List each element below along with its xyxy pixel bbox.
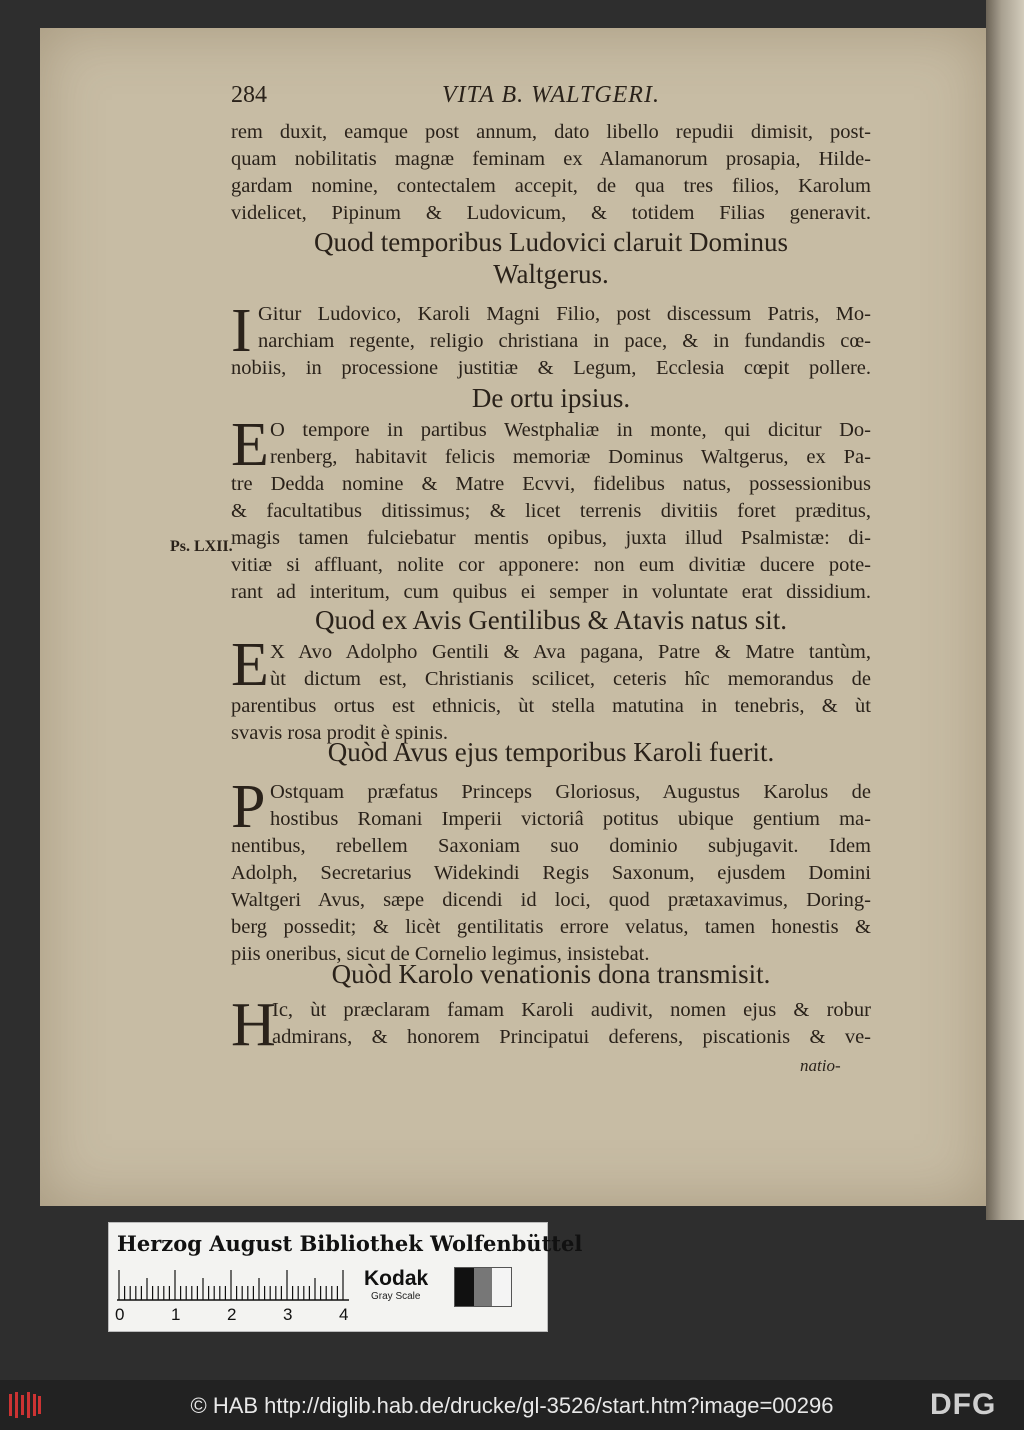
gray-patch xyxy=(492,1268,511,1306)
section-heading: De ortu ipsius. xyxy=(471,383,631,413)
text-line: admirans, & honorem Principatui deferens, piscationis & ve- xyxy=(272,1026,871,1048)
drop-cap: P xyxy=(231,773,266,841)
footer-bar xyxy=(0,1380,1024,1430)
drop-cap: E xyxy=(231,631,269,699)
source-link[interactable]: © HAB http://diglib.hab.de/drucke/gl-3526/start.htm?image=00296 xyxy=(190,1393,834,1418)
scale-digit: 1 xyxy=(171,1305,181,1324)
drop-cap: E xyxy=(231,411,269,479)
text-line: renberg, habitavit felicis memoriæ Dominus Waltgerus, ex Pa- xyxy=(270,446,871,468)
text-line: quam nobilitatis magnæ feminam ex Alamanorum prosapia, Hilde- xyxy=(231,148,871,170)
text-line: piis oneribus, sicut de Cornelio legimus, insistebat. xyxy=(231,943,650,965)
gray-patches xyxy=(454,1267,512,1307)
text-line: rem duxit, eamque post annum, dato libello repudii dimisit, post- xyxy=(231,121,871,143)
kodak-brand: Kodak xyxy=(364,1267,429,1290)
text-line: berg possedit; & licèt gentilitatis errore velatus, tamen honestis & xyxy=(231,916,871,938)
running-title: VITA B. WALTGERI. xyxy=(442,82,660,108)
text-line: videlicet, Pipinum & Ludovicum, & totidem Filias generavit. xyxy=(231,202,871,224)
section-heading: Quòd Avus ejus temporibus Karoli fuerit. xyxy=(327,737,775,767)
text-line: X Avo Adolpho Gentili & Ava pagana, Patre & Matre tantùm, xyxy=(270,641,871,663)
scale-digit: 0 xyxy=(115,1305,125,1324)
text-line: rant ad interitum, cum quibus ei semper in voluntate erat dissidium. xyxy=(231,581,871,603)
text-line: nentibus, rebellem Saxoniam suo dominio subjugavit. Idem xyxy=(231,835,871,857)
text-line: Ostquam præfatus Princeps Gloriosus, Augustus Karolus de xyxy=(270,781,871,803)
gray-patch xyxy=(455,1268,474,1306)
scale-digit: 3 xyxy=(283,1305,293,1324)
section-heading: Waltgerus. xyxy=(493,259,609,289)
color-reference-card xyxy=(108,1222,583,1332)
text-line: Waltgeri Avus, sæpe dicendi id loci, quod prætaxavimus, Doring- xyxy=(231,889,871,911)
section-heading: Quod ex Avis Gentilibus & Atavis natus sit. xyxy=(315,605,787,635)
library-label: Herzog August Bibliothek Wolfenbüttel xyxy=(117,1231,583,1256)
text-line: narchiam regente, religio christiana in pace, & in fundandis cœ- xyxy=(258,330,871,352)
text-line: hostibus Romani Imperii victoriâ potitus ubique gentium ma- xyxy=(270,808,871,830)
text-line: vitiæ si affluant, nolite cor apponere: non eum divitiæ ducere pote- xyxy=(231,554,871,576)
running-head xyxy=(231,82,871,112)
text-line: svavis rosa prodit è spinis. xyxy=(231,722,448,744)
grayscale-label: Gray Scale xyxy=(371,1291,421,1302)
text-line: gardam nomine, contectalem accepit, de qua tres filios, Karolum xyxy=(231,175,871,197)
text-line: Adolph, Secretarius Widekindi Regis Saxonum, ejusdem Domini xyxy=(231,862,871,884)
section-heading: Quod temporibus Ludovici claruit Dominus xyxy=(314,227,788,257)
gray-patch xyxy=(474,1268,493,1306)
next-page-edge xyxy=(986,0,1024,1220)
drop-cap: H xyxy=(231,991,276,1059)
text-line: Ic, ùt præclaram famam Karoli audivit, nomen ejus & robur xyxy=(272,999,871,1021)
text-line: nobiis, in processione justitiæ & Legum, Ecclesia cœpit pollere. xyxy=(231,357,871,379)
text-line: ùt dictum est, Christianis scilicet, ceteris hîc memorandus de xyxy=(270,668,871,690)
text-line: Gitur Ludovico, Karoli Magni Filio, post discessum Patris, Mo- xyxy=(258,303,871,325)
page-number: 284 xyxy=(231,82,267,108)
text-line: parentibus ortus est ethnicis, ùt stella matutina in tenebris, & ùt xyxy=(231,695,871,717)
section-heading: Quòd Karolo venationis dona transmisit. xyxy=(331,959,771,989)
text-line: magis tamen fulciebatur mentis opibus, juxta illud Psalmistæ: di- xyxy=(231,527,871,549)
drop-cap: I xyxy=(231,297,252,365)
catchword: natio- xyxy=(800,1056,841,1075)
text-line: & facultatibus ditissimus; & licet terrenis divitiis foret præditus, xyxy=(231,500,871,522)
dfg-logo: DFG xyxy=(930,1388,997,1421)
scale-digit: 2 xyxy=(227,1305,237,1324)
ruler-scale xyxy=(117,1267,357,1301)
margin-note: Ps. LXII. xyxy=(170,538,233,555)
text-line: tre Dedda nomine & Matre Ecvvi, fidelibus natus, possessionibus xyxy=(231,473,871,495)
text-line: O tempore in partibus Westphaliæ in monte, qui dicitur Do- xyxy=(270,419,871,441)
scale-digit: 4 xyxy=(339,1305,349,1324)
